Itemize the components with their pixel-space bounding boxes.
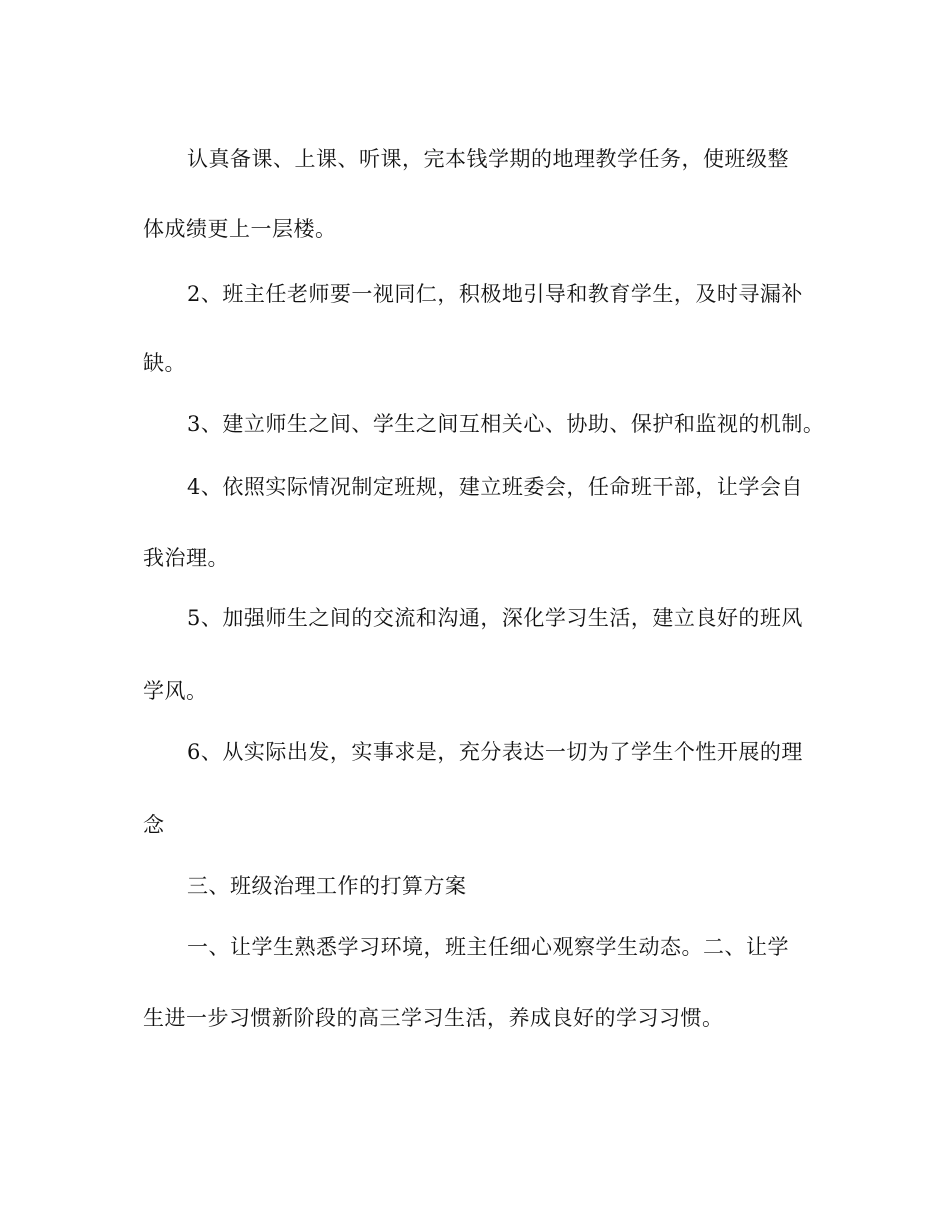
section-heading: 三、班级治理工作的打算方案 [187,874,467,898]
paragraph-line: 学风。 [143,679,208,703]
paragraph-line: 念 [143,813,165,837]
paragraph-line: 认真备课、上课、听课，完本钱学期的地理教学任务，使班级整 [187,147,789,171]
paragraph-line: 一、让学生熟悉学习环境，班主任细心观察学生动态。二、让学 [187,935,789,959]
paragraph-line: 6、从实际出发，实事求是，充分表达一切为了学生个性开展的理 [187,740,803,764]
paragraph-line: 4、依照实际情况制定班规，建立班委会，任命班干部，让学会自 [187,475,803,499]
paragraph-line: 3、建立师生之间、学生之间互相关心、协助、保护和监视的机制。 [187,412,825,436]
paragraph-line: 体成绩更上一层楼。 [143,217,337,241]
paragraph-line: 我治理。 [143,546,229,570]
paragraph-line: 5、加强师生之间的交流和沟通，深化学习生活，建立良好的班风 [187,606,803,630]
paragraph-line: 缺。 [143,351,186,375]
paragraph-line: 2、班主任老师要一视同仁，积极地引导和教育学生，及时寻漏补 [187,282,803,306]
paragraph-line: 生进一步习惯新阶段的高三学习生活，养成良好的学习习惯。 [143,1006,724,1030]
